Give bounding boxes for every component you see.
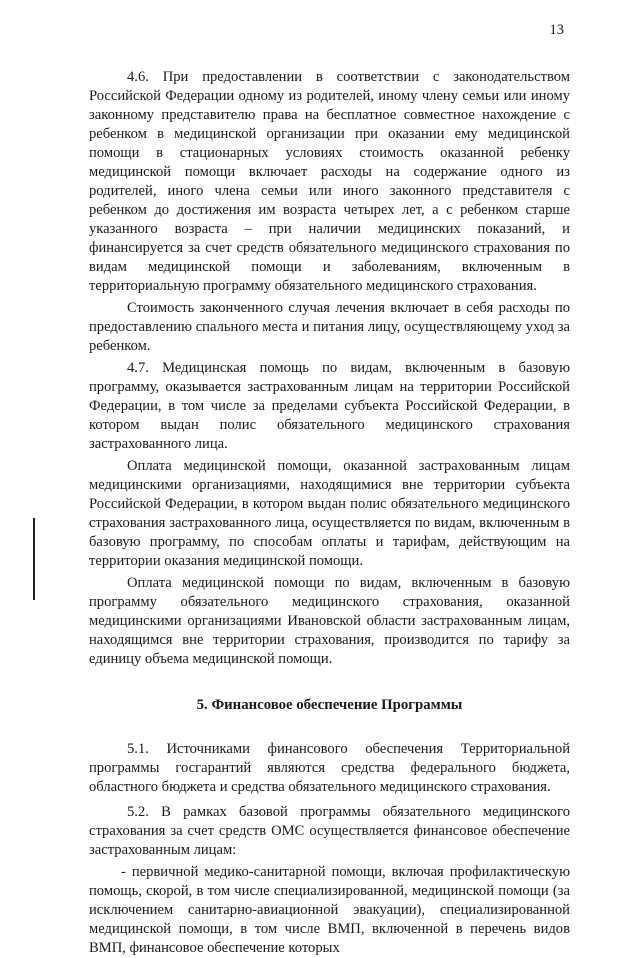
paragraph-4-6: 4.6. При предоставлении в соответствии с законодательством Российской Федерации одному из родителей, иному члену семьи или иному законному представителю права на бесплатное совместное нахождение с ребенком в медицинской организации при оказании ему медицинской помощи в стационарных условиях стоимость оказанной ребенку медицинской помощи включает расходы на содержание одного из родителей, иного члена семьи или иного законного представителя с ребенком до достижения им возраста четырех лет, а с ребенком старше указанного возраста – при наличии медицинских показаний, и финансируется за счет средств обязательного медицинского страхования по видам медицинской помощи и заболеваниям, включенным в территориальную программу обязательного медицинского страхования. <box>89 69 570 294</box>
page-number: 13 <box>549 22 564 38</box>
paragraph-cost-of-care: Стоимость законченного случая лечения включает в себя расходы по предоставлению спального места и питания лицу, осуществляющему уход за ребенком. <box>89 300 570 354</box>
paragraph-payment-outside-region: Оплата медицинской помощи, оказанной застрахованным лицам медицинскими организациями, находящимися вне территории субъекта Российской Федерации, в котором выдан полис обязательного медицинского страхования застрахованного лица, осуществляется по видам, включенным в базовую программу, по способам оплаты и тарифам, действующим на территории оказания медицинской помощи. <box>89 458 570 569</box>
document-body <box>89 68 570 958</box>
paragraph-5-2: 5.2. В рамках базовой программы обязательного медицинского страхования за счет средств ОМС осуществляется финансовое обеспечение застрахованным лицам: <box>89 804 570 858</box>
paragraph-5-1: 5.1. Источниками финансового обеспечения Территориальной программы госгарантий являются средства федерального бюджета, областного бюджета и средства обязательного медицинского страхования. <box>89 741 570 795</box>
list-item-primary-care: - первичной медико-санитарной помощи, включая профилактическую помощь, скорой, в том числе специализированной, медицинской помощи (за исключением санитарно-авиационной эвакуации), специализированной медицинской помощи, в том числе ВМП, включенной в перечень видов ВМП, финансовое обеспечение которых <box>89 864 570 956</box>
paragraph-4-7: 4.7. Медицинская помощь по видам, включенным в базовую программу, оказывается застрахованным лицам на территории Российской Федерации, в том числе за пределами субъекта Российской Федерации, в котором выдан полис обязательного медицинского страхования застрахованного лица. <box>89 360 570 452</box>
section-heading: 5. Финансовое обеспечение Программы <box>196 697 463 713</box>
paragraph-payment-ivanovo: Оплата медицинской помощи по видам, включенным в базовую программу обязательного медицинского страхования, оказанной медицинскими организациями Ивановской области застрахованным лицам, находящимся вне территории страхования, производится по тарифу за единицу объема медицинской помощи. <box>89 575 570 667</box>
margin-mark <box>33 518 35 600</box>
